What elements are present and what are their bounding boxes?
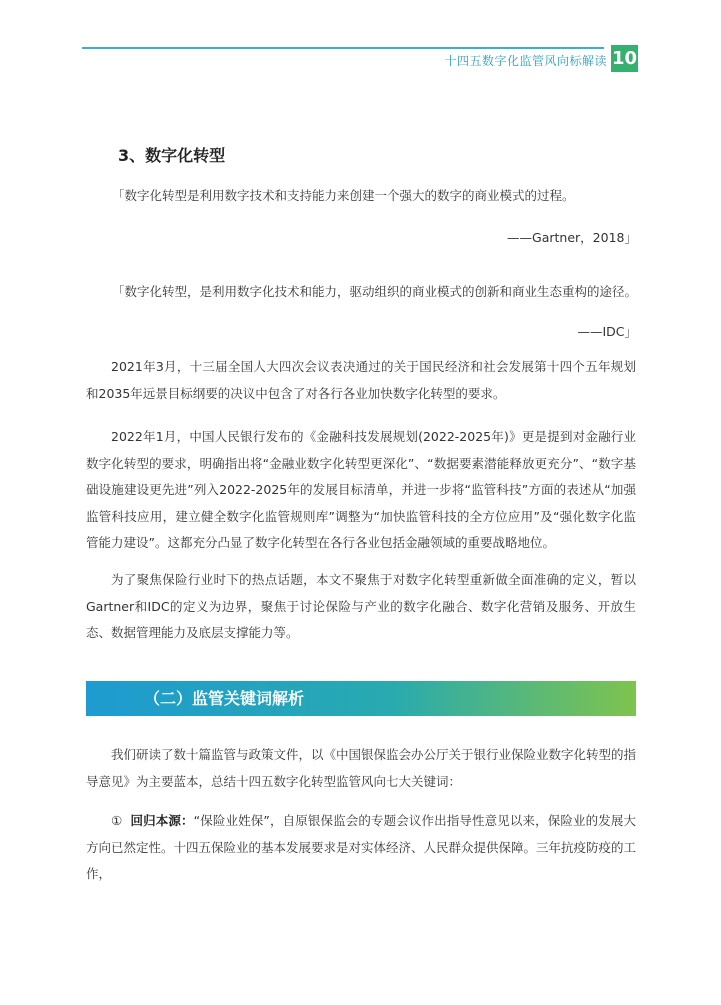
header-rule bbox=[82, 47, 604, 49]
keyword-term: 回归本源： bbox=[130, 813, 194, 828]
paragraph-policy-2022: 2022年1月，中国人民银行发布的《金融科技发展规划(2022-2025年)》更是提到对金融行业数字化转型的要求，明确指出将“金融业数字化转型更深化”、“数据要素潜能释放更充分”、“数字基础设施建设更先进”列入2022-2025年的发展目标清单，并进一步将“监管科技”方面的表述从“加强监管科技应用，建立健全数字化监管规则库”调整为“加快监管科技的全方位应用”及“强化数字化监管能力建设”。这都充分凸显了数字化转型在各行各业包括金融领域的重要战略地位。 bbox=[86, 429, 636, 550]
subsection-banner-title: （二）监管关键词解析 bbox=[144, 689, 305, 708]
quote-idc: 「数字化转型，是利用数字化技术和能力，驱动组织的商业模式的创新和商业生态重构的途径。 bbox=[112, 284, 638, 299]
paragraph-policy-2021: 2021年3月，十三届全国人大四次会议表决通过的关于国民经济和社会发展第十四个五年规划和2035年远景目标纲要的决议中包含了对各行各业加快数字化转型的要求。 bbox=[86, 359, 636, 401]
quote-attribution-gartner: ——Gartner，2018」 bbox=[507, 230, 637, 245]
page-number-badge: 10 bbox=[611, 45, 638, 72]
running-header-title: 十四五数字化监管风向标解读 bbox=[444, 54, 607, 68]
paragraph-intro-keywords: 我们研读了数十篇监管与政策文件，以《中国银保监会办公厅关于银行业保险业数字化转型的指导意见》为主要蓝本，总结十四五数字化转型监管风向七大关键词： bbox=[86, 747, 637, 789]
keyword-marker: ① bbox=[111, 813, 123, 828]
quote-gartner: 「数字化转型是利用数字技术和支持能力来创建一个强大的数字的商业模式的过程。 bbox=[112, 188, 575, 203]
subsection-banner bbox=[86, 681, 636, 716]
keyword-item-1 bbox=[86, 808, 636, 888]
quote-attribution-idc: ——IDC」 bbox=[577, 324, 637, 339]
paragraph-scope: 为了聚焦保险行业时下的热点话题，本文不聚焦于对数字化转型重新做全面准确的定义，暂以Gartner和IDC的定义为边界，聚焦于讨论保险与产业的数字化融合、数字化营销及服务、开放生态、数据管理能力及底层支撑能力等。 bbox=[86, 572, 636, 640]
keyword-text: “保险业姓保”，自原银保监会的专题会议作出指导性意见以来，保险业的发展大方向已然定性。十四五保险业的基本发展要求是对实体经济、人民群众提供保障。三年抗疫防疫的工作， bbox=[86, 813, 637, 881]
section-heading: 3、数字化转型 bbox=[118, 146, 226, 165]
